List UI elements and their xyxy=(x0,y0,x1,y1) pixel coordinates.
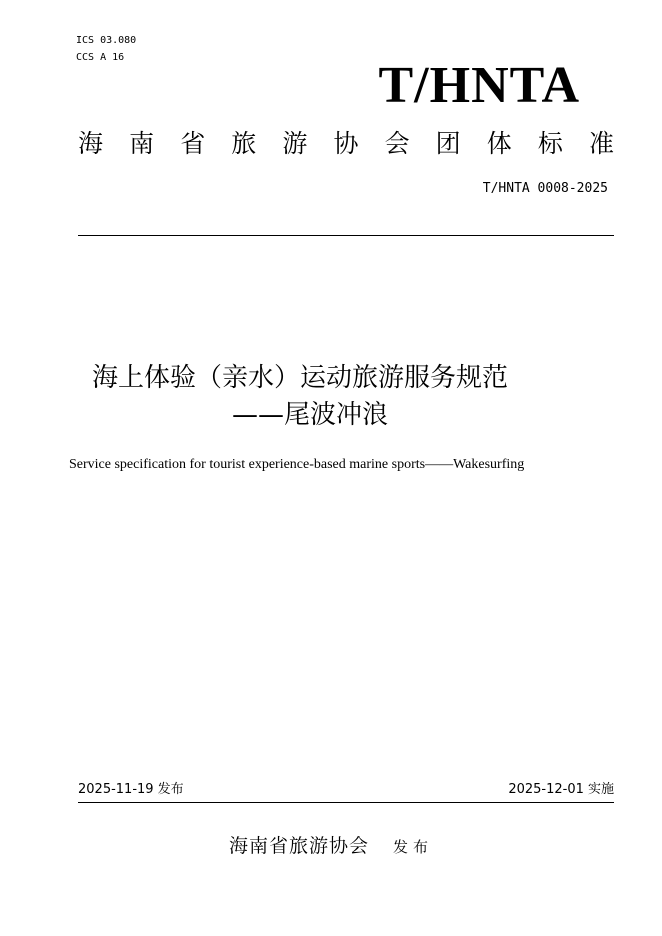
heading-char: 南 xyxy=(129,129,155,158)
header-divider xyxy=(78,235,614,236)
publisher-line xyxy=(0,832,662,861)
organization-standard-heading xyxy=(78,126,614,162)
heading-char: 团 xyxy=(435,129,461,158)
heading-char: 会 xyxy=(384,129,410,158)
document-title: 海上体验（亲水）运动旅游服务规范 xyxy=(92,363,509,393)
ics-code: ICS 03.080 xyxy=(76,35,137,46)
heading-char: 海 xyxy=(78,129,104,158)
ccs-code: CCS A 16 xyxy=(76,52,125,63)
heading-char: 省 xyxy=(180,129,206,158)
publish-date: 2025-11-19 发布 xyxy=(78,782,184,797)
heading-char: 准 xyxy=(588,129,614,158)
heading-char: 协 xyxy=(333,129,359,158)
publisher-name: 海南省旅游协会 xyxy=(228,835,369,857)
implementation-date: 2025-12-01 实施 xyxy=(508,782,614,797)
heading-char: 体 xyxy=(486,129,512,158)
standard-logo: T/HNTA xyxy=(378,57,580,114)
standard-number: T/HNTA 0008-2025 xyxy=(482,181,608,196)
publisher-action: 发布 xyxy=(393,838,434,856)
footer-divider xyxy=(78,802,614,803)
heading-char: 旅 xyxy=(231,129,257,158)
english-title: Service specification for tourist experience-based marine sports——Wakesurfing xyxy=(69,457,525,472)
heading-char: 游 xyxy=(282,129,308,158)
heading-char: 标 xyxy=(537,129,563,158)
document-subtitle: ——尾波冲浪 xyxy=(232,400,389,430)
